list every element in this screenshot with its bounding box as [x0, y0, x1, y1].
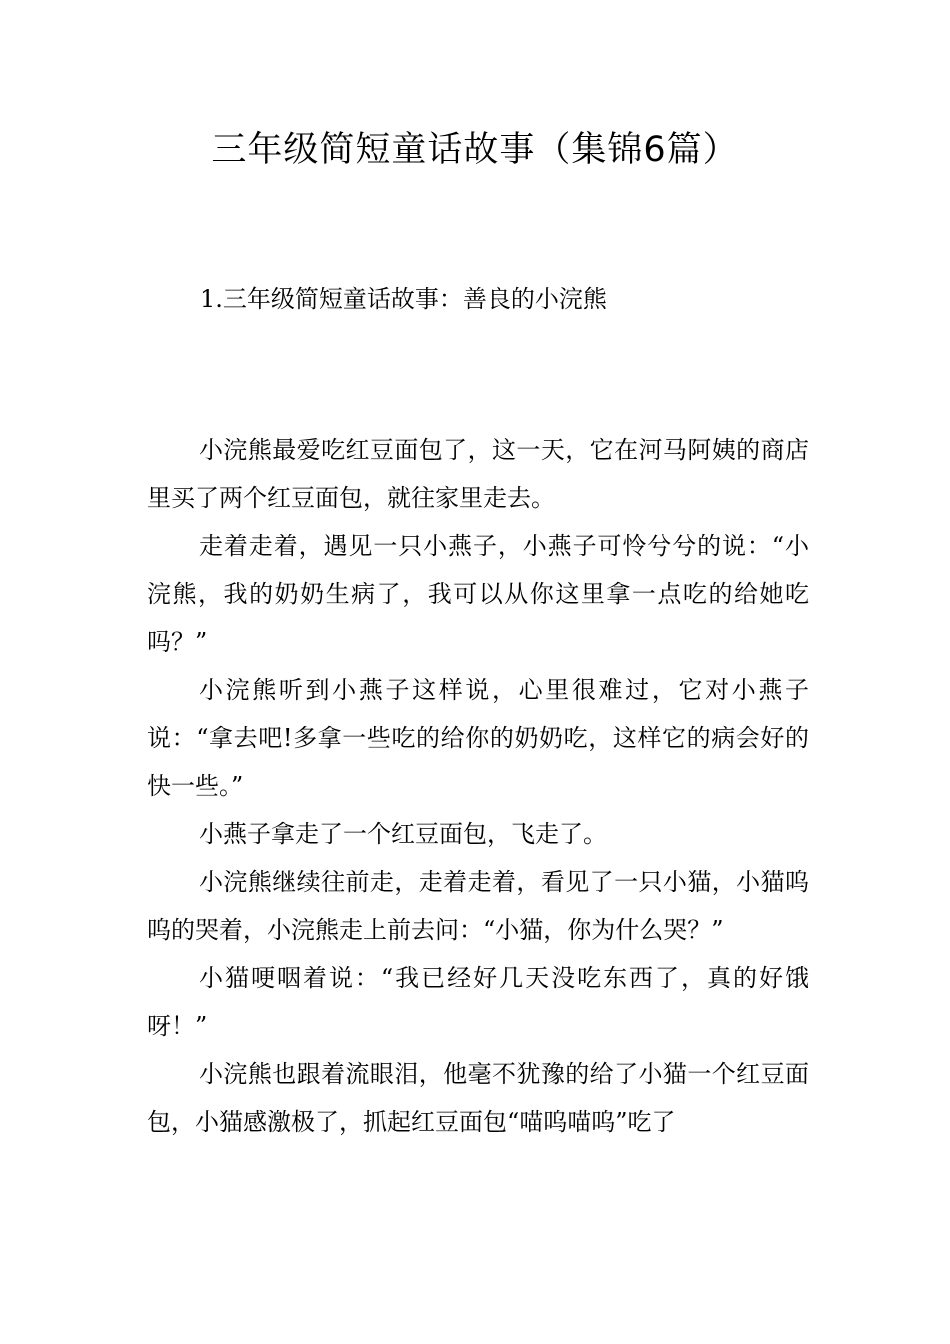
paragraph: 小燕子拿走了一个红豆面包，飞走了。 — [199, 820, 607, 848]
paragraph: 小浣熊听到小燕子这样说，心里很难过，它对小燕子说：“拿去吧!多拿一些吃的给你的奶奶吃，这样它的病会好的快一些。” — [147, 676, 809, 800]
section-heading: 1.三年级简短童话故事：善良的小浣熊 — [200, 285, 607, 313]
paragraph: 小猫哽咽着说：“我已经好几天没吃东西了，真的好饿呀！” — [147, 964, 809, 1040]
paragraph: 小浣熊最爱吃红豆面包了，这一天，它在河马阿姨的商店里买了两个红豆面包，就往家里走去。 — [147, 436, 809, 512]
paragraph: 小浣熊也跟着流眼泪，他毫不犹豫的给了小猫一个红豆面包，小猫感激极了，抓起红豆面包“喵呜喵呜”吃了 — [147, 1060, 809, 1136]
document-title: 三年级简短童话故事（集锦6篇） — [211, 130, 739, 170]
paragraph: 走着走着，遇见一只小燕子，小燕子可怜兮兮的说：“小浣熊，我的奶奶生病了，我可以从你这里拿一点吃的给她吃吗？” — [147, 532, 809, 656]
story-body — [147, 426, 809, 1146]
paragraph: 小浣熊继续往前走，走着走着，看见了一只小猫，小猫呜呜的哭着，小浣熊走上前去问：“小猫，你为什么哭？” — [147, 868, 809, 944]
